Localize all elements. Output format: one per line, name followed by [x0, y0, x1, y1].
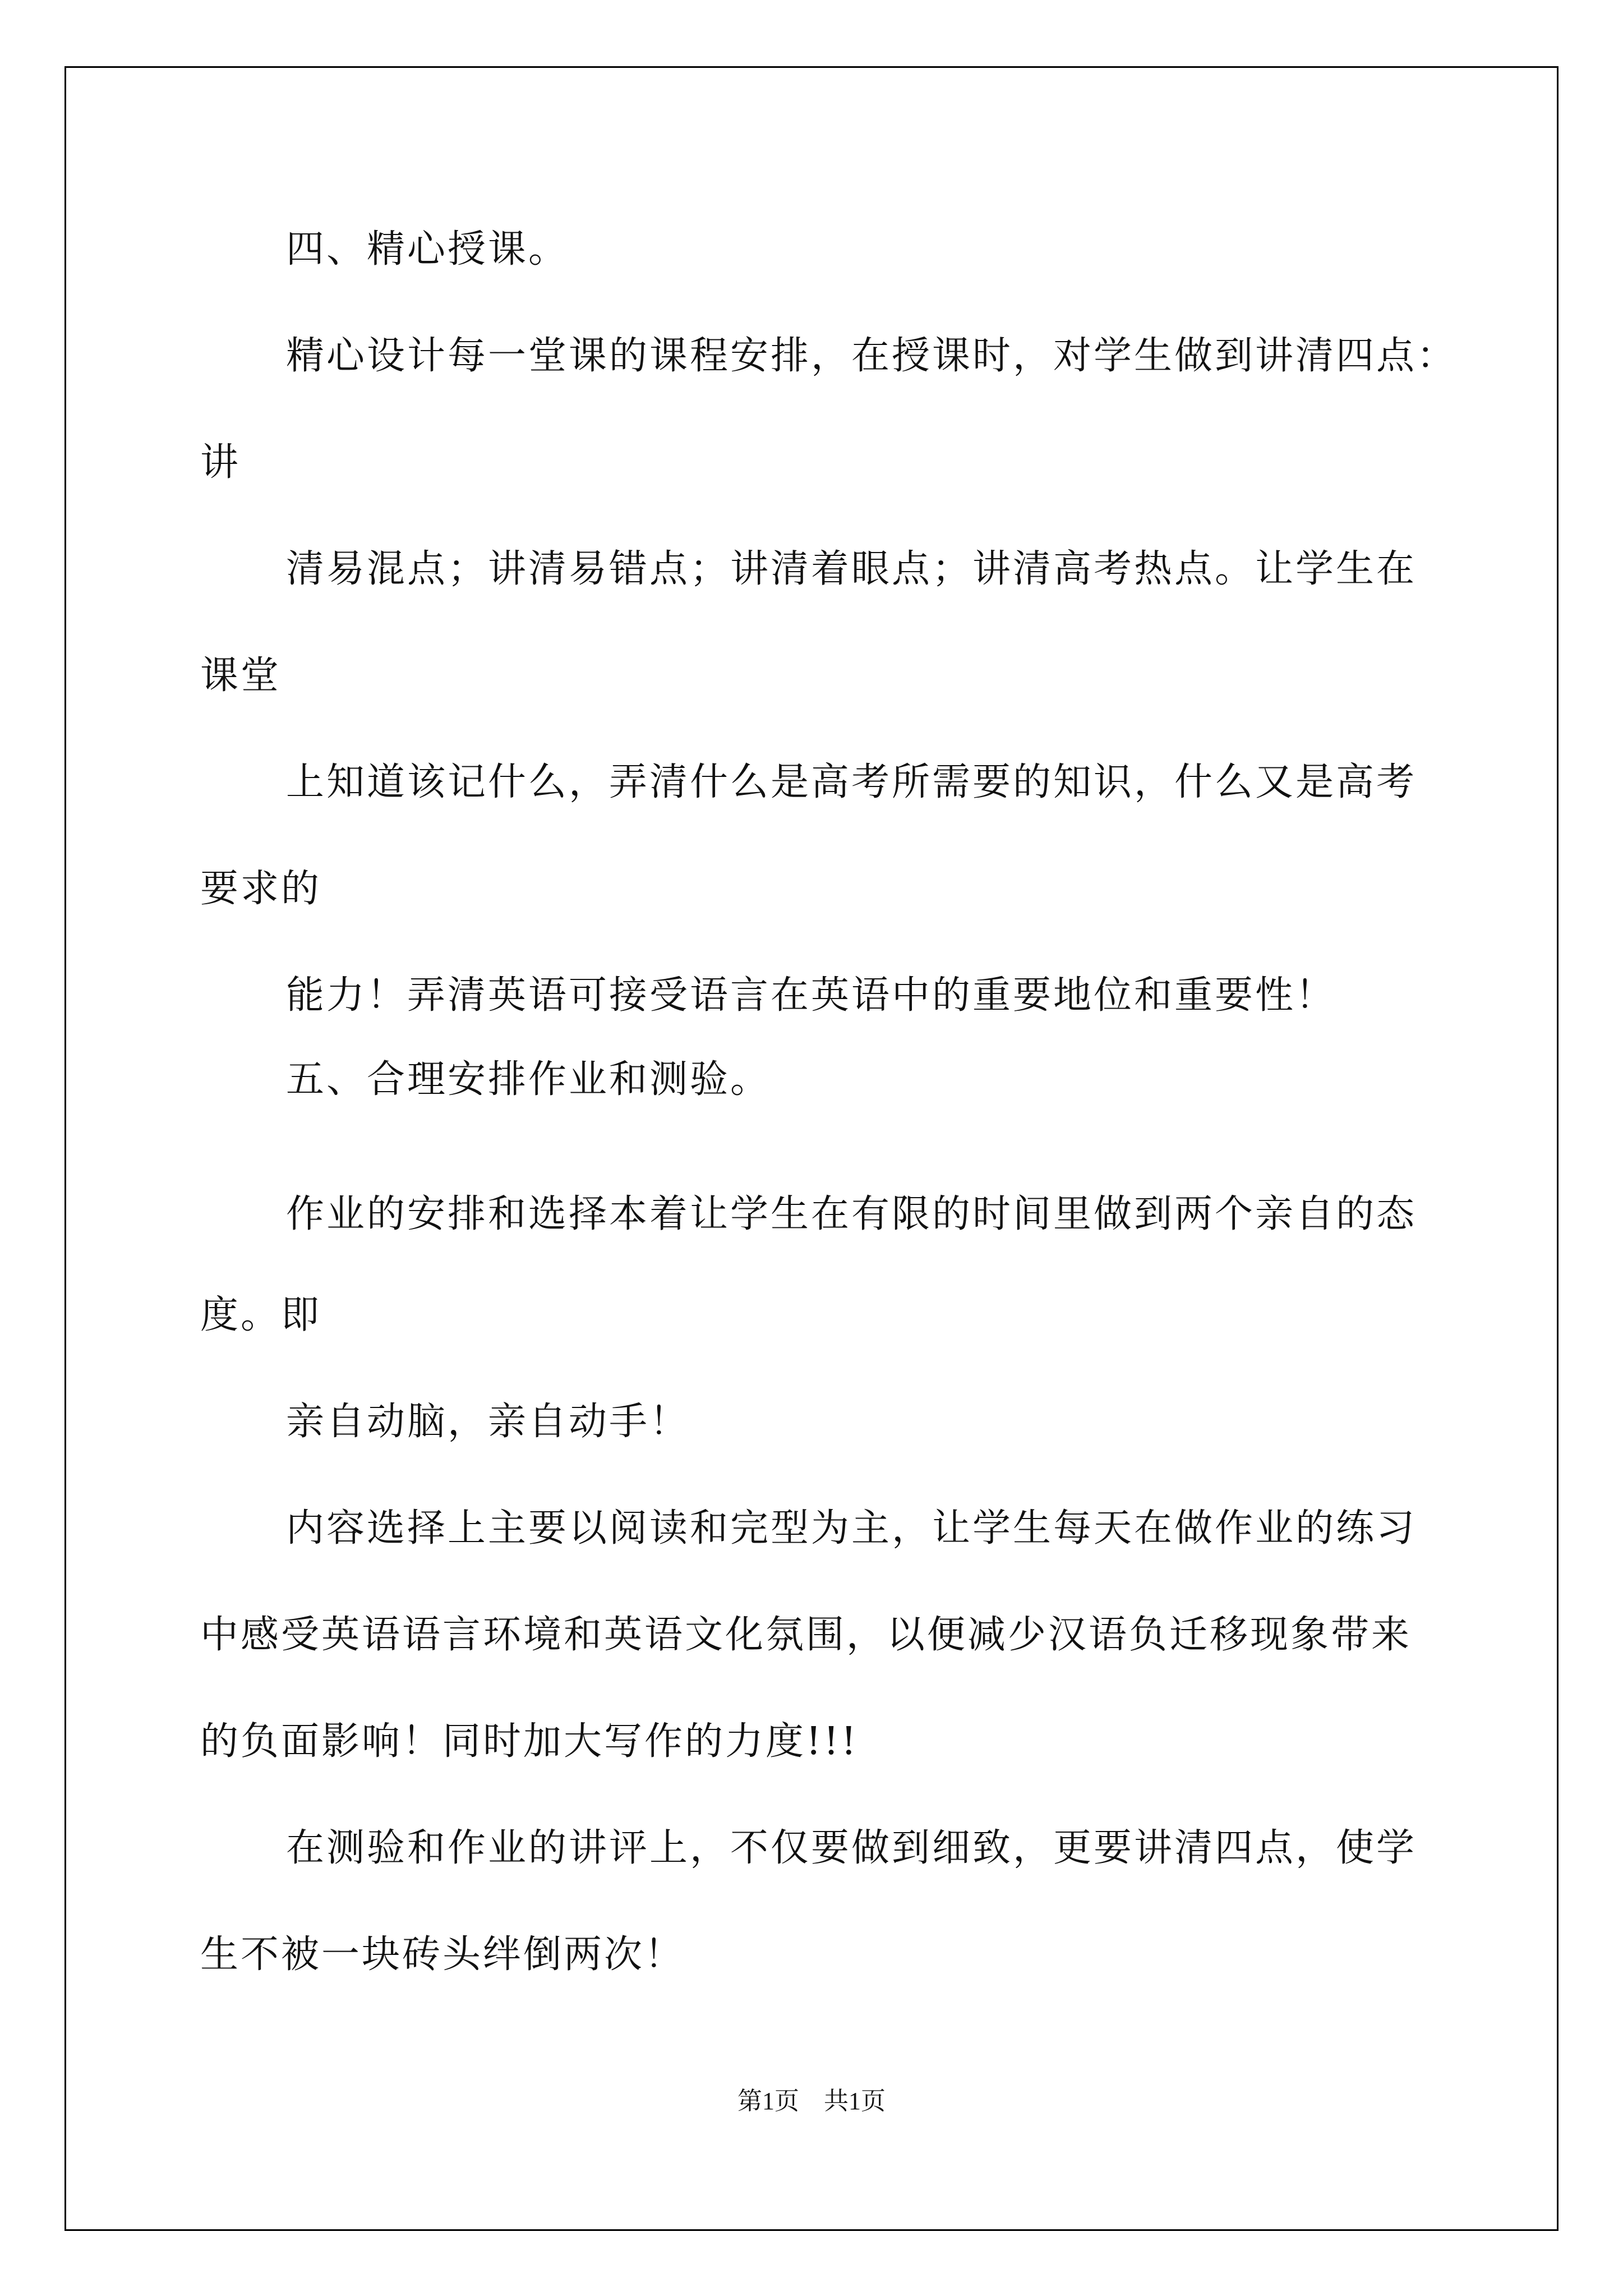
- text-line: 讲: [200, 440, 241, 485]
- text-line: 清易混点；讲清易错点；讲清着眼点；讲清高考热点。让学生在: [286, 547, 1417, 591]
- text-line: 能力！弄清英语可接受语言在英语中的重要地位和重要性！: [286, 973, 1336, 1018]
- text-line: 要求的: [200, 867, 322, 911]
- text-line: 内容选择上主要以阅读和完型为主，让学生每天在做作业的练习: [286, 1506, 1417, 1550]
- text-line: 课堂: [200, 654, 282, 698]
- text-line: 在测验和作业的讲评上，不仅要做到细致，更要讲清四点，使学: [286, 1826, 1417, 1870]
- text-line: 度。即: [200, 1293, 322, 1337]
- text-line: 上知道该记什么，弄清什么是高考所需要的知识，什么又是高考: [286, 760, 1417, 804]
- page-border: [64, 66, 1559, 2231]
- text-line: 中感受英语语言环境和英语文化氛围，以便减少汉语负迁移现象带来: [200, 1613, 1412, 1657]
- text-line: 作业的安排和选择本着让学生在有限的时间里做到两个亲自的态: [286, 1192, 1417, 1236]
- heading-section-four: 四、精心授课。: [286, 227, 569, 272]
- text-line: 亲自动脑，亲自动手！: [286, 1400, 690, 1444]
- heading-section-five: 五、合理安排作业和测验。: [286, 1057, 771, 1102]
- page-number-footer: 第1页 共1页: [737, 2087, 886, 2115]
- text-line: 的负面影响！同时加大写作的力度!!!: [200, 1719, 859, 1764]
- text-line: 精心设计每一堂课的课程安排，在授课时，对学生做到讲清四点：: [286, 334, 1458, 378]
- text-line: 生不被一块砖头绊倒两次！: [200, 1932, 685, 1977]
